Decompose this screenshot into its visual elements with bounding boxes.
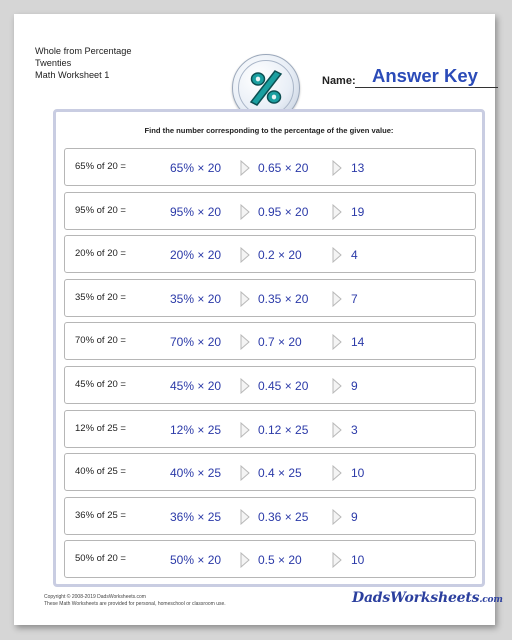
- percent-times-step: 45% × 20: [170, 379, 222, 393]
- answer-value: 7: [351, 291, 358, 306]
- problem-row: [64, 453, 476, 491]
- answer-value: 3: [351, 422, 358, 437]
- arrow-right-icon: [332, 378, 342, 394]
- arrow-right-icon: [332, 465, 342, 481]
- arrow-right-icon: [332, 247, 342, 263]
- problem-row: [64, 366, 476, 404]
- decimal-times-step: 0.36 × 25: [258, 509, 309, 524]
- arrow-right-icon: [240, 378, 250, 394]
- percent-times-step: 36% × 25: [170, 509, 222, 524]
- worksheet-page: [14, 14, 503, 625]
- problem-text: 40% of 25 =: [75, 466, 126, 478]
- answer-value: 13: [351, 161, 365, 175]
- answer-value: 10: [351, 466, 365, 481]
- problem-row: [64, 279, 476, 317]
- problem-row: [64, 235, 476, 273]
- percent-icon: [246, 68, 286, 108]
- problems-panel: [53, 109, 485, 587]
- answer-value: 19: [351, 204, 365, 219]
- problem-row: [64, 322, 476, 360]
- arrow-right-icon: [332, 422, 342, 438]
- worksheet-subtitle: Twenties: [35, 58, 72, 68]
- worksheet-header: [35, 45, 132, 81]
- arrow-right-icon: [240, 204, 250, 220]
- problem-text: 20% of 20 =: [75, 248, 126, 260]
- decimal-times-step: 0.4 × 25: [258, 466, 302, 481]
- decimal-times-step: 0.5 × 20: [258, 553, 302, 568]
- footer-notice: [44, 594, 226, 607]
- worksheet-title: Whole from Percentage: [35, 46, 132, 56]
- name-underline: [355, 87, 498, 88]
- decimal-times-step: 0.7 × 20: [258, 335, 302, 350]
- decimal-times-step: 0.35 × 20: [258, 291, 309, 306]
- arrow-right-icon: [240, 552, 250, 568]
- answer-value: 9: [351, 509, 358, 524]
- copyright-text: Copyright © 2008-2019 DadsWorksheets.com: [44, 594, 146, 600]
- problem-row: [64, 148, 476, 186]
- instructions: Find the number corresponding to the percentage of the given value:: [144, 126, 394, 135]
- answer-value: 14: [351, 335, 365, 350]
- percent-times-step: 20% × 20: [170, 248, 222, 263]
- arrow-right-icon: [332, 552, 342, 568]
- arrow-right-icon: [240, 160, 250, 176]
- brand-suffix: .com: [479, 595, 503, 605]
- percent-times-step: 50% × 20: [170, 553, 222, 568]
- arrow-right-icon: [332, 291, 342, 307]
- name-field: [322, 65, 498, 91]
- percent-times-step: 12% × 25: [170, 422, 222, 437]
- decimal-times-step: 0.12 × 25: [258, 422, 309, 437]
- arrow-right-icon: [240, 465, 250, 481]
- problem-row: [64, 410, 476, 448]
- percent-times-step: 70% × 20: [170, 335, 222, 350]
- problem-text: 45% of 20 =: [75, 379, 126, 390]
- problem-text: 50% of 20 =: [75, 553, 126, 565]
- decimal-times-step: 0.65 × 20: [258, 161, 309, 175]
- arrow-right-icon: [332, 204, 342, 220]
- name-label: Name:: [322, 75, 356, 87]
- problem-text: 70% of 20 =: [75, 335, 126, 347]
- problem-text: 12% of 25 =: [75, 422, 126, 434]
- arrow-right-icon: [240, 334, 250, 350]
- brand-name: DadsWorksheets: [352, 590, 480, 606]
- arrow-right-icon: [240, 509, 250, 525]
- arrow-right-icon: [240, 422, 250, 438]
- answer-value: 4: [351, 248, 358, 263]
- arrow-right-icon: [332, 334, 342, 350]
- answer-value: 9: [351, 379, 358, 393]
- percent-times-step: 35% × 20: [170, 291, 222, 306]
- problem-text: 36% of 25 =: [75, 509, 126, 521]
- brand-logo: [352, 590, 503, 606]
- percent-logo-ring: [238, 60, 294, 116]
- problem-row: [64, 497, 476, 535]
- arrow-right-icon: [240, 291, 250, 307]
- answer-key-label: Answer Key: [372, 65, 478, 86]
- percent-times-step: 65% × 20: [170, 161, 222, 175]
- problem-row: [64, 192, 476, 230]
- decimal-times-step: 0.2 × 20: [258, 248, 302, 263]
- usage-text: These Math Worksheets are provided for personal, homeschool or classroom use.: [44, 600, 226, 607]
- problem-text: 65% of 20 =: [75, 161, 126, 172]
- answer-value: 10: [351, 553, 365, 568]
- decimal-times-step: 0.45 × 20: [258, 379, 309, 393]
- arrow-right-icon: [332, 160, 342, 176]
- problem-row: [64, 540, 476, 578]
- problem-text: 35% of 20 =: [75, 291, 126, 303]
- decimal-times-step: 0.95 × 20: [258, 204, 309, 219]
- worksheet-number: Math Worksheet 1: [35, 70, 110, 80]
- percent-times-step: 95% × 20: [170, 204, 222, 219]
- percent-times-step: 40% × 25: [170, 466, 222, 481]
- arrow-right-icon: [240, 247, 250, 263]
- arrow-right-icon: [332, 509, 342, 525]
- problem-text: 95% of 20 =: [75, 204, 126, 216]
